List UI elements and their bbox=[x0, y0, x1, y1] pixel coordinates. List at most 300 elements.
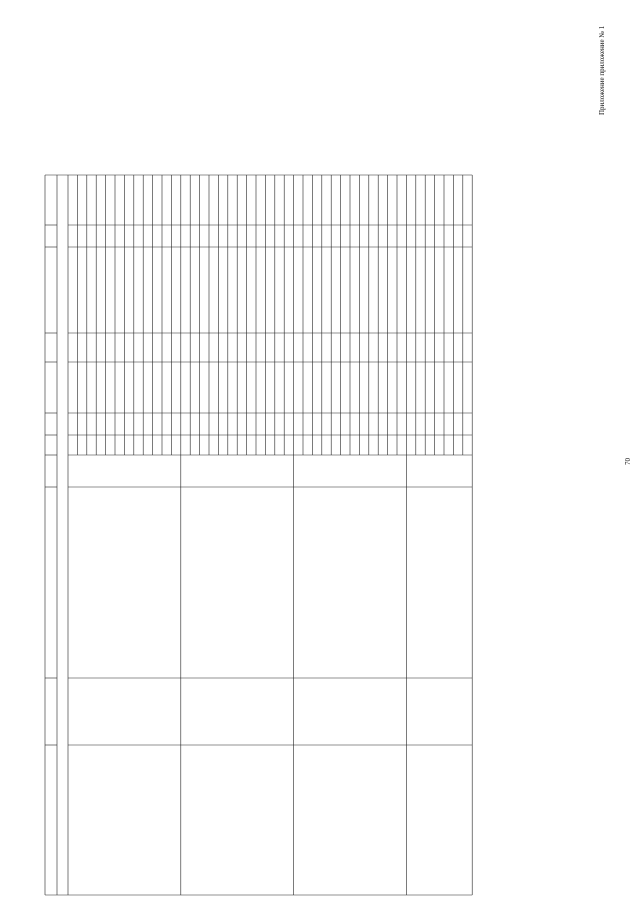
value-cell bbox=[463, 364, 472, 412]
year-cell bbox=[331, 437, 340, 454]
value-cell bbox=[218, 177, 227, 224]
value-cell bbox=[406, 364, 415, 412]
value-cell bbox=[256, 335, 265, 361]
value-cell bbox=[341, 227, 350, 246]
value-cell bbox=[171, 177, 180, 224]
measure-name bbox=[408, 747, 470, 893]
column-number bbox=[45, 225, 57, 247]
year-cell bbox=[134, 437, 143, 454]
value-cell bbox=[369, 177, 378, 224]
year-cell bbox=[303, 437, 312, 454]
value-cell bbox=[143, 364, 152, 412]
value-cell bbox=[303, 415, 312, 434]
value-cell bbox=[444, 177, 453, 224]
value-cell bbox=[106, 227, 115, 246]
value-cell bbox=[237, 335, 246, 361]
value-cell bbox=[416, 415, 425, 434]
value-cell bbox=[435, 177, 444, 224]
year-cell bbox=[228, 437, 237, 454]
value-cell bbox=[331, 177, 340, 224]
appendix-label: Приложение приложение № 1 bbox=[598, 25, 606, 115]
value-cell bbox=[77, 364, 86, 412]
value-cell bbox=[143, 415, 152, 434]
value-cell bbox=[171, 364, 180, 412]
value-cell bbox=[284, 415, 293, 434]
value-cell bbox=[265, 335, 274, 361]
year-cell bbox=[171, 437, 180, 454]
value-cell bbox=[378, 177, 387, 224]
value-cell bbox=[369, 335, 378, 361]
value-cell bbox=[96, 177, 105, 224]
column-number bbox=[45, 678, 57, 745]
value-cell bbox=[388, 177, 397, 224]
value-cell bbox=[322, 227, 331, 246]
value-cell bbox=[228, 364, 237, 412]
year-cell bbox=[294, 437, 303, 454]
value-cell bbox=[218, 364, 227, 412]
year-cell bbox=[115, 437, 124, 454]
value-cell bbox=[106, 177, 115, 224]
year-cell bbox=[397, 437, 406, 454]
year-cell bbox=[247, 437, 256, 454]
value-cell bbox=[162, 335, 171, 361]
value-cell bbox=[124, 415, 133, 434]
value-cell bbox=[359, 227, 368, 246]
value-cell bbox=[322, 415, 331, 434]
unit-label bbox=[233, 455, 243, 487]
value-cell bbox=[331, 364, 340, 412]
value-cell bbox=[256, 227, 265, 246]
value-cell bbox=[256, 249, 265, 332]
value-cell bbox=[115, 227, 124, 246]
value-cell bbox=[416, 177, 425, 224]
value-cell bbox=[190, 227, 199, 246]
year-cell bbox=[218, 437, 227, 454]
value-cell bbox=[350, 364, 359, 412]
value-cell bbox=[209, 415, 218, 434]
value-cell bbox=[303, 249, 312, 332]
value-cell bbox=[453, 177, 462, 224]
value-cell bbox=[275, 227, 284, 246]
value-cell bbox=[77, 249, 86, 332]
value-cell bbox=[388, 364, 397, 412]
value-cell bbox=[190, 364, 199, 412]
value-cell bbox=[200, 227, 209, 246]
value-cell bbox=[425, 364, 434, 412]
column-number bbox=[45, 175, 57, 225]
value-cell bbox=[331, 415, 340, 434]
column-number bbox=[45, 333, 57, 362]
value-cell bbox=[388, 415, 397, 434]
value-cell bbox=[124, 364, 133, 412]
value-cell bbox=[124, 249, 133, 332]
value-cell bbox=[359, 177, 368, 224]
value-cell bbox=[378, 335, 387, 361]
year-cell bbox=[284, 437, 293, 454]
value-cell bbox=[256, 415, 265, 434]
value-cell bbox=[444, 335, 453, 361]
value-cell bbox=[153, 335, 162, 361]
value-cell bbox=[181, 415, 190, 434]
value-cell bbox=[322, 249, 331, 332]
value-cell bbox=[463, 249, 472, 332]
value-cell bbox=[341, 415, 350, 434]
indicator-text bbox=[296, 489, 405, 676]
indicator-text bbox=[70, 489, 179, 676]
value-cell bbox=[162, 177, 171, 224]
value-cell bbox=[218, 227, 227, 246]
value-cell bbox=[68, 249, 77, 332]
value-cell bbox=[453, 227, 462, 246]
value-cell bbox=[209, 364, 218, 412]
value-cell bbox=[218, 335, 227, 361]
value-cell bbox=[331, 227, 340, 246]
value-cell bbox=[247, 415, 256, 434]
value-cell bbox=[312, 415, 321, 434]
value-cell bbox=[124, 335, 133, 361]
executor-name bbox=[429, 680, 495, 743]
indicator-text bbox=[408, 489, 470, 676]
value-cell bbox=[359, 335, 368, 361]
value-cell bbox=[228, 177, 237, 224]
column-number bbox=[45, 413, 57, 435]
value-cell bbox=[397, 335, 406, 361]
measure-name bbox=[296, 747, 405, 893]
year-cell bbox=[96, 437, 105, 454]
value-cell bbox=[444, 415, 453, 434]
value-cell bbox=[341, 364, 350, 412]
value-cell bbox=[275, 249, 284, 332]
value-cell bbox=[397, 415, 406, 434]
value-cell bbox=[378, 415, 387, 434]
value-cell bbox=[294, 177, 303, 224]
value-cell bbox=[350, 249, 359, 332]
unit-label bbox=[346, 455, 356, 487]
value-cell bbox=[341, 249, 350, 332]
value-cell bbox=[265, 227, 274, 246]
value-cell bbox=[425, 227, 434, 246]
value-cell bbox=[200, 364, 209, 412]
value-cell bbox=[124, 227, 133, 246]
column-number bbox=[45, 435, 57, 455]
value-cell bbox=[134, 249, 143, 332]
year-cell bbox=[68, 437, 77, 454]
value-cell bbox=[416, 249, 425, 332]
value-cell bbox=[322, 335, 331, 361]
executor-name bbox=[227, 680, 340, 743]
value-cell bbox=[209, 249, 218, 332]
value-cell bbox=[406, 335, 415, 361]
value-cell bbox=[425, 249, 434, 332]
value-cell bbox=[228, 415, 237, 434]
value-cell bbox=[237, 177, 246, 224]
measure-name bbox=[183, 747, 292, 893]
value-cell bbox=[463, 415, 472, 434]
value-cell bbox=[284, 249, 293, 332]
value-cell bbox=[77, 227, 86, 246]
year-cell bbox=[124, 437, 133, 454]
value-cell bbox=[322, 364, 331, 412]
year-cell bbox=[406, 437, 415, 454]
value-cell bbox=[153, 177, 162, 224]
value-cell bbox=[134, 335, 143, 361]
value-cell bbox=[153, 227, 162, 246]
value-cell bbox=[77, 335, 86, 361]
year-cell bbox=[237, 437, 246, 454]
value-cell bbox=[87, 177, 96, 224]
value-cell bbox=[96, 227, 105, 246]
value-cell bbox=[209, 177, 218, 224]
value-cell bbox=[416, 227, 425, 246]
year-cell bbox=[209, 437, 218, 454]
value-cell bbox=[369, 364, 378, 412]
value-cell bbox=[284, 364, 293, 412]
value-cell bbox=[397, 227, 406, 246]
value-cell bbox=[218, 249, 227, 332]
value-cell bbox=[134, 364, 143, 412]
value-cell bbox=[378, 249, 387, 332]
year-cell bbox=[444, 437, 453, 454]
value-cell bbox=[87, 335, 96, 361]
value-cell bbox=[453, 415, 462, 434]
value-cell bbox=[416, 364, 425, 412]
value-cell bbox=[416, 335, 425, 361]
value-cell bbox=[444, 364, 453, 412]
value-cell bbox=[312, 249, 321, 332]
value-cell bbox=[284, 177, 293, 224]
column-number bbox=[45, 745, 57, 895]
unit-label bbox=[435, 455, 445, 487]
value-cell bbox=[435, 227, 444, 246]
value-cell bbox=[106, 364, 115, 412]
value-cell bbox=[153, 364, 162, 412]
value-cell bbox=[134, 227, 143, 246]
value-cell bbox=[237, 415, 246, 434]
value-cell bbox=[453, 249, 462, 332]
value-cell bbox=[303, 227, 312, 246]
value-cell bbox=[115, 415, 124, 434]
value-cell bbox=[162, 364, 171, 412]
value-cell bbox=[369, 249, 378, 332]
value-cell bbox=[388, 335, 397, 361]
value-cell bbox=[200, 177, 209, 224]
value-cell bbox=[181, 364, 190, 412]
year-cell bbox=[435, 437, 444, 454]
value-cell bbox=[106, 415, 115, 434]
value-cell bbox=[115, 335, 124, 361]
value-cell bbox=[77, 415, 86, 434]
year-cell bbox=[190, 437, 199, 454]
value-cell bbox=[143, 249, 152, 332]
value-cell bbox=[68, 415, 77, 434]
value-cell bbox=[406, 177, 415, 224]
value-cell bbox=[406, 415, 415, 434]
value-cell bbox=[87, 227, 96, 246]
value-cell bbox=[350, 227, 359, 246]
value-cell bbox=[463, 335, 472, 361]
value-cell bbox=[378, 227, 387, 246]
value-cell bbox=[284, 335, 293, 361]
value-cell bbox=[200, 335, 209, 361]
value-cell bbox=[181, 335, 190, 361]
value-cell bbox=[247, 177, 256, 224]
value-cell bbox=[369, 415, 378, 434]
year-cell bbox=[369, 437, 378, 454]
year-cell bbox=[463, 437, 472, 454]
value-cell bbox=[190, 177, 199, 224]
value-cell bbox=[322, 177, 331, 224]
value-cell bbox=[294, 364, 303, 412]
year-cell bbox=[350, 437, 359, 454]
value-cell bbox=[406, 227, 415, 246]
value-cell bbox=[237, 364, 246, 412]
value-cell bbox=[96, 249, 105, 332]
value-cell bbox=[190, 335, 199, 361]
year-cell bbox=[162, 437, 171, 454]
value-cell bbox=[435, 249, 444, 332]
value-cell bbox=[312, 364, 321, 412]
year-cell bbox=[378, 437, 387, 454]
year-cell bbox=[359, 437, 368, 454]
value-cell bbox=[435, 335, 444, 361]
value-cell bbox=[115, 364, 124, 412]
year-cell bbox=[265, 437, 274, 454]
value-cell bbox=[406, 249, 415, 332]
value-cell bbox=[181, 227, 190, 246]
year-cell bbox=[200, 437, 209, 454]
year-cell bbox=[256, 437, 265, 454]
value-cell bbox=[87, 415, 96, 434]
year-cell bbox=[77, 437, 86, 454]
year-cell bbox=[322, 437, 331, 454]
column-number bbox=[45, 362, 57, 413]
value-cell bbox=[331, 335, 340, 361]
value-cell bbox=[247, 227, 256, 246]
value-cell bbox=[218, 415, 227, 434]
value-cell bbox=[77, 177, 86, 224]
value-cell bbox=[444, 227, 453, 246]
value-cell bbox=[247, 335, 256, 361]
value-cell bbox=[162, 227, 171, 246]
value-cell bbox=[265, 415, 274, 434]
value-cell bbox=[171, 227, 180, 246]
value-cell bbox=[124, 177, 133, 224]
value-cell bbox=[143, 335, 152, 361]
year-cell bbox=[341, 437, 350, 454]
column-number bbox=[45, 247, 57, 333]
value-cell bbox=[153, 415, 162, 434]
value-cell bbox=[115, 249, 124, 332]
value-cell bbox=[87, 364, 96, 412]
value-cell bbox=[247, 364, 256, 412]
value-cell bbox=[425, 177, 434, 224]
value-cell bbox=[369, 227, 378, 246]
value-cell bbox=[200, 415, 209, 434]
value-cell bbox=[237, 227, 246, 246]
value-cell bbox=[444, 249, 453, 332]
value-cell bbox=[275, 177, 284, 224]
year-cell bbox=[87, 437, 96, 454]
year-cell bbox=[416, 437, 425, 454]
year-cell bbox=[143, 437, 152, 454]
value-cell bbox=[397, 177, 406, 224]
value-cell bbox=[265, 249, 274, 332]
value-cell bbox=[171, 335, 180, 361]
value-cell bbox=[303, 335, 312, 361]
value-cell bbox=[115, 177, 124, 224]
value-cell bbox=[397, 364, 406, 412]
value-cell bbox=[284, 227, 293, 246]
value-cell bbox=[181, 249, 190, 332]
column-number bbox=[45, 487, 57, 678]
value-cell bbox=[275, 335, 284, 361]
value-cell bbox=[378, 364, 387, 412]
page-number: 70 bbox=[624, 458, 632, 465]
value-cell bbox=[228, 335, 237, 361]
value-cell bbox=[153, 249, 162, 332]
value-cell bbox=[303, 177, 312, 224]
value-cell bbox=[134, 415, 143, 434]
value-cell bbox=[256, 177, 265, 224]
value-cell bbox=[256, 364, 265, 412]
value-cell bbox=[190, 249, 199, 332]
value-cell bbox=[209, 227, 218, 246]
value-cell bbox=[388, 249, 397, 332]
value-cell bbox=[68, 335, 77, 361]
executor-name bbox=[114, 680, 227, 743]
subprogram-title bbox=[57, 175, 68, 895]
value-cell bbox=[209, 335, 218, 361]
value-cell bbox=[463, 227, 472, 246]
unit-label bbox=[120, 455, 130, 487]
year-cell bbox=[106, 437, 115, 454]
value-cell bbox=[265, 364, 274, 412]
year-cell bbox=[181, 437, 190, 454]
value-cell bbox=[350, 415, 359, 434]
year-cell bbox=[453, 437, 462, 454]
value-cell bbox=[96, 415, 105, 434]
year-cell bbox=[425, 437, 434, 454]
value-cell bbox=[275, 415, 284, 434]
year-cell bbox=[312, 437, 321, 454]
value-cell bbox=[68, 227, 77, 246]
value-cell bbox=[228, 227, 237, 246]
measure-name bbox=[70, 747, 179, 893]
value-cell bbox=[162, 415, 171, 434]
value-cell bbox=[275, 364, 284, 412]
value-cell bbox=[453, 364, 462, 412]
value-cell bbox=[87, 249, 96, 332]
value-cell bbox=[312, 177, 321, 224]
value-cell bbox=[303, 364, 312, 412]
value-cell bbox=[181, 177, 190, 224]
value-cell bbox=[190, 415, 199, 434]
value-cell bbox=[388, 227, 397, 246]
value-cell bbox=[425, 415, 434, 434]
value-cell bbox=[162, 249, 171, 332]
value-cell bbox=[68, 364, 77, 412]
value-cell bbox=[359, 364, 368, 412]
value-cell bbox=[96, 335, 105, 361]
value-cell bbox=[341, 335, 350, 361]
year-cell bbox=[388, 437, 397, 454]
column-number bbox=[45, 455, 57, 487]
value-cell bbox=[294, 335, 303, 361]
value-cell bbox=[341, 177, 350, 224]
value-cell bbox=[171, 415, 180, 434]
value-cell bbox=[397, 249, 406, 332]
value-cell bbox=[171, 249, 180, 332]
